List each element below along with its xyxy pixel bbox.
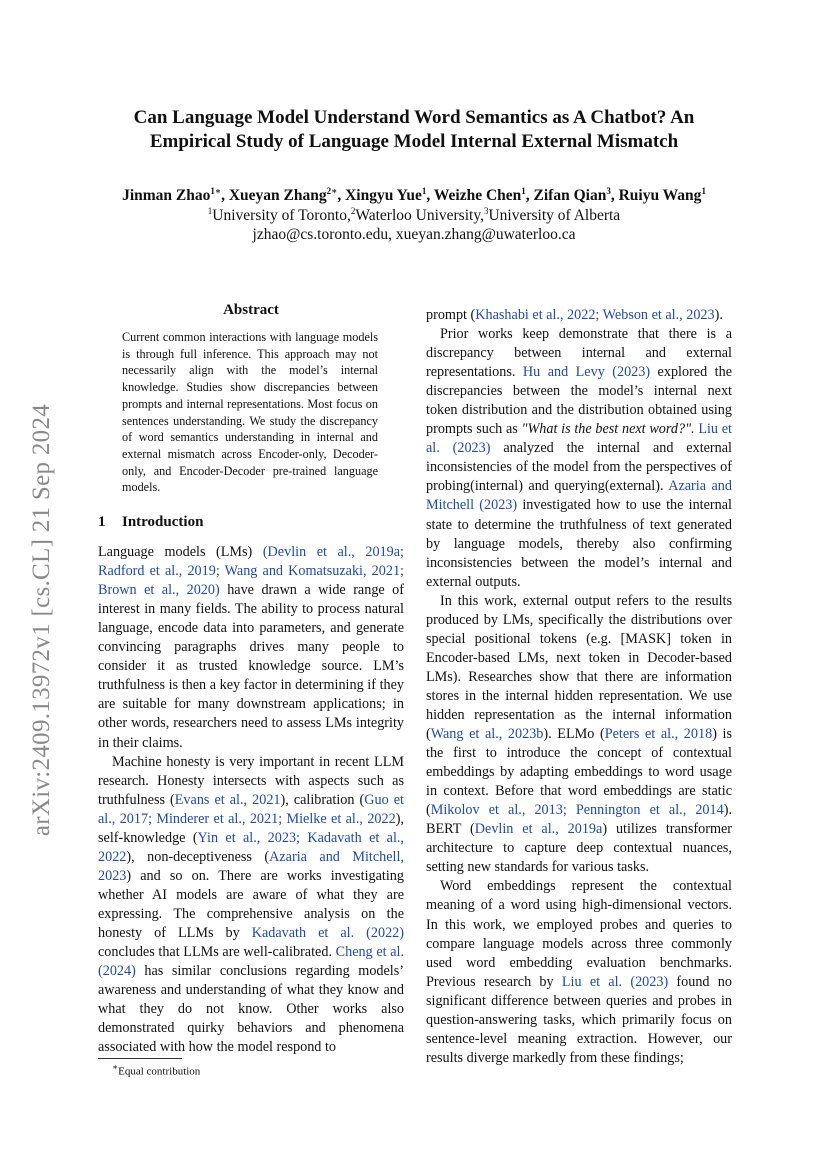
text-run: Machine honesty is very important in recent LLM research. Honesty intersects with aspects such as truthfulness ( (98, 753, 404, 808)
title-line-2: Empirical Study of Language Model Internal External Mismatch (149, 131, 679, 152)
intro-paragraph-2 (98, 753, 404, 1058)
affiliation-name: University of Alberta (488, 207, 621, 225)
text-run: investigated how to use the internal state to determine the truthfulness of text generated by language models, thereby also confirming inconsistencies between the model’s internal and external outputs. (426, 497, 732, 590)
text-run: ) is the first to introduce the concept of contextual embeddings by adapting embeddings to word usage in context. Before that word embeddings are static ( (426, 726, 732, 819)
citation-link[interactable]: Devlin et al., 2019a (474, 821, 603, 838)
author-name: Ruiyu Wang (618, 187, 702, 205)
author-affiliation-mark: 3 (606, 186, 611, 196)
affiliation-mark: 1 (207, 206, 213, 216)
footnote-text: Equal contribution (118, 1065, 201, 1078)
citation-link[interactable]: Kadavath et al. (2022) (251, 924, 404, 941)
footnote (112, 1062, 200, 1078)
text-run: Word embeddings represent the contextual meaning of a word using high-dimensional vectors. In this work, we employed probes and queries to compare language models across three commonly used word embedding evaluation benchmarks. Previous research by (426, 878, 732, 990)
intro-paragraph-4 (426, 592, 732, 878)
title-line-1: Can Language Model Understand Word Semantics as A Chatbot? An (133, 107, 695, 128)
text-run: ) and so on. There are works investigating whether AI models are aware of what they are expressing. The comprehensive analysis on the honesty of LLMs by (98, 867, 404, 941)
author-emails: jzhao@cs.toronto.edu, xueyan.zhang@uwaterloo.ca (252, 226, 576, 243)
citation-link[interactable]: Wang et al., 2023b (430, 726, 544, 743)
intro-paragraph-1 (98, 543, 404, 753)
author-affiliation-mark: 1 (701, 186, 706, 196)
arxiv-stamp-text: arXiv:2409.13972v1 [cs.CL] 21 Sep 2024 (28, 403, 55, 837)
citation-link[interactable]: Liu et al. (2023) (426, 421, 732, 457)
author-list: Jinman Zhao$^{1∗}$, Xueyan Zhang$^{2∗}$, Xingyu Yue$^1$, Weizhe Chen$^1$, Zifan Qian$^3$, Ruiyu Wang$^1$ (122, 186, 706, 205)
affiliation-name: Waterloo University (355, 207, 481, 225)
citation-link[interactable]: Yin et al., 2023; Kadavath et al., 2022 (98, 829, 404, 865)
citation-link[interactable]: Cheng et al. (2024) (98, 944, 404, 980)
citation-link[interactable]: Evans et al., 2021 (174, 791, 281, 808)
text-run: ). BERT ( (426, 802, 732, 838)
author-name: Xueyan Zhang (228, 187, 327, 205)
right-column (426, 306, 732, 1068)
intro-paragraph-5 (426, 877, 732, 1067)
citation-link[interactable]: Azaria and Mitchell, 2023 (98, 848, 404, 884)
section-heading-introduction (98, 514, 404, 531)
arxiv-identifier-stamp (22, 370, 62, 870)
citation-link[interactable]: Azaria and Mitchell (2023) (426, 478, 732, 514)
text-run: ). ELMo ( (543, 726, 605, 743)
citation-link[interactable]: Guo et al., 2017; Minderer et al., 2021; Mielke et al., 2022 (98, 791, 404, 827)
text-run: ), non-deceptiveness ( (126, 848, 270, 865)
affiliations: $^1$University of Toronto,$^2$Waterloo University,$^3$University of Alberta (207, 206, 621, 225)
text-run: concludes that LLMs are well-calibrated. (98, 944, 336, 961)
abstract-text: Current common interactions with language models is through full inference. This approach may not necessarily align with the model’s internal knowledge. Studies show discrepancies between prompts and internal representations. Most focus on sentences understanding. We study the discrepancy of word semantics understanding in internal and external mismatch across Encoder-only, Decoder-only, and Encoder-Decoder pre-trained language models. (122, 330, 378, 495)
author-affiliation-mark: 1 (521, 186, 526, 196)
citation-link[interactable]: Khashabi et al., 2022; Webson et al., 2023 (475, 307, 715, 323)
author-name: Xingyu Yue (345, 187, 422, 205)
intro-paragraph-3 (426, 325, 732, 592)
text-run: Prior works keep demonstrate that there is a discrepancy between internal and external representations. (426, 326, 732, 381)
citation-link[interactable]: Mikolov et al., 2013; Pennington et al., 2014 (430, 802, 724, 819)
text-run: analyzed the internal and external inconsistencies of the model from the perspectives of probing(internal) and querying(external). (426, 440, 732, 495)
abstract-heading: Abstract (223, 302, 279, 318)
text-run: ). (714, 307, 723, 323)
affiliation-mark: 3 (483, 206, 489, 216)
affiliation-name: University of Toronto (212, 207, 347, 225)
author-affiliation-mark: 1 (421, 186, 427, 196)
text-run: In this work, external output refers to the results produced by LMs, specifically the distributions over special positional tokens (e.g. [MASK] token in Encoder-based LMs, next token in Decoder-based LMs). Researches show that there are information stores in the internal hidden representation. We use hidden representation as the internal information ( (426, 592, 732, 743)
citation-link[interactable]: (Devlin et al., 2019a; Radford et al., 2019; Wang and Komatsuzaki, 2021; Brown et al., 2020) (98, 544, 405, 599)
text-run: have drawn a wide range of interest in many fields. The ability to process natural language, encode data into parameters, and generate convincing paragraphs drives many people to consider it as trusted knowledge source. LM’s truthfulness is then a key factor in determining if they are suitable for many downstream applications; in other words, researchers need to assess LMs integrity in their claims. (98, 582, 404, 751)
text-run: explored the discrepancies between the model’s internal next token distribution and the distribution obtained using prompts such as (426, 364, 732, 438)
section-title: Introduction (122, 514, 204, 531)
author-name: Jinman Zhao (122, 187, 211, 205)
footnote-divider (98, 1058, 182, 1059)
author-affiliation-mark: 2∗ (326, 186, 338, 196)
author-affiliation-mark: 1∗ (210, 186, 222, 196)
text-run: has similar conclusions regarding models’ awareness and understanding of what they know and what they do not know. Other works also demonstrated quirky behaviors and phenomena associated with how the model respond to (98, 963, 404, 1056)
author-name: Zifan Qian (533, 187, 607, 205)
section-number: 1 (98, 514, 106, 531)
text-run: ), self-knowledge ( (98, 810, 404, 846)
author-name: Weizhe Chen (433, 187, 522, 205)
citation-link[interactable]: Peters et al., 2018 (604, 726, 713, 743)
affiliation-mark: 2 (350, 206, 356, 216)
text-run: ) utilizes transformer architecture to capture deep contextual nuances, setting new standards for various tasks. (426, 821, 732, 876)
left-column (98, 302, 404, 1057)
italic-text: "What is the best next word?". (521, 421, 695, 438)
citation-link[interactable]: Hu and Levy (2023) (522, 364, 651, 381)
text-run: ), calibration ( (280, 791, 365, 808)
intro-paragraph-2-continued (426, 306, 732, 325)
footnote-mark: ∗ (112, 1062, 119, 1072)
paper-title (60, 106, 768, 154)
text-run: Language models (LMs) (98, 544, 263, 561)
citation-link[interactable]: Liu et al. (2023) (561, 973, 669, 990)
text-run: found no significant difference between queries and probes in question-answering tasks, which primarily focus on sentence-level meaning extraction. However, our results diverge markedly from these findings; (426, 973, 732, 1066)
text-run: prompt ( (426, 307, 476, 323)
